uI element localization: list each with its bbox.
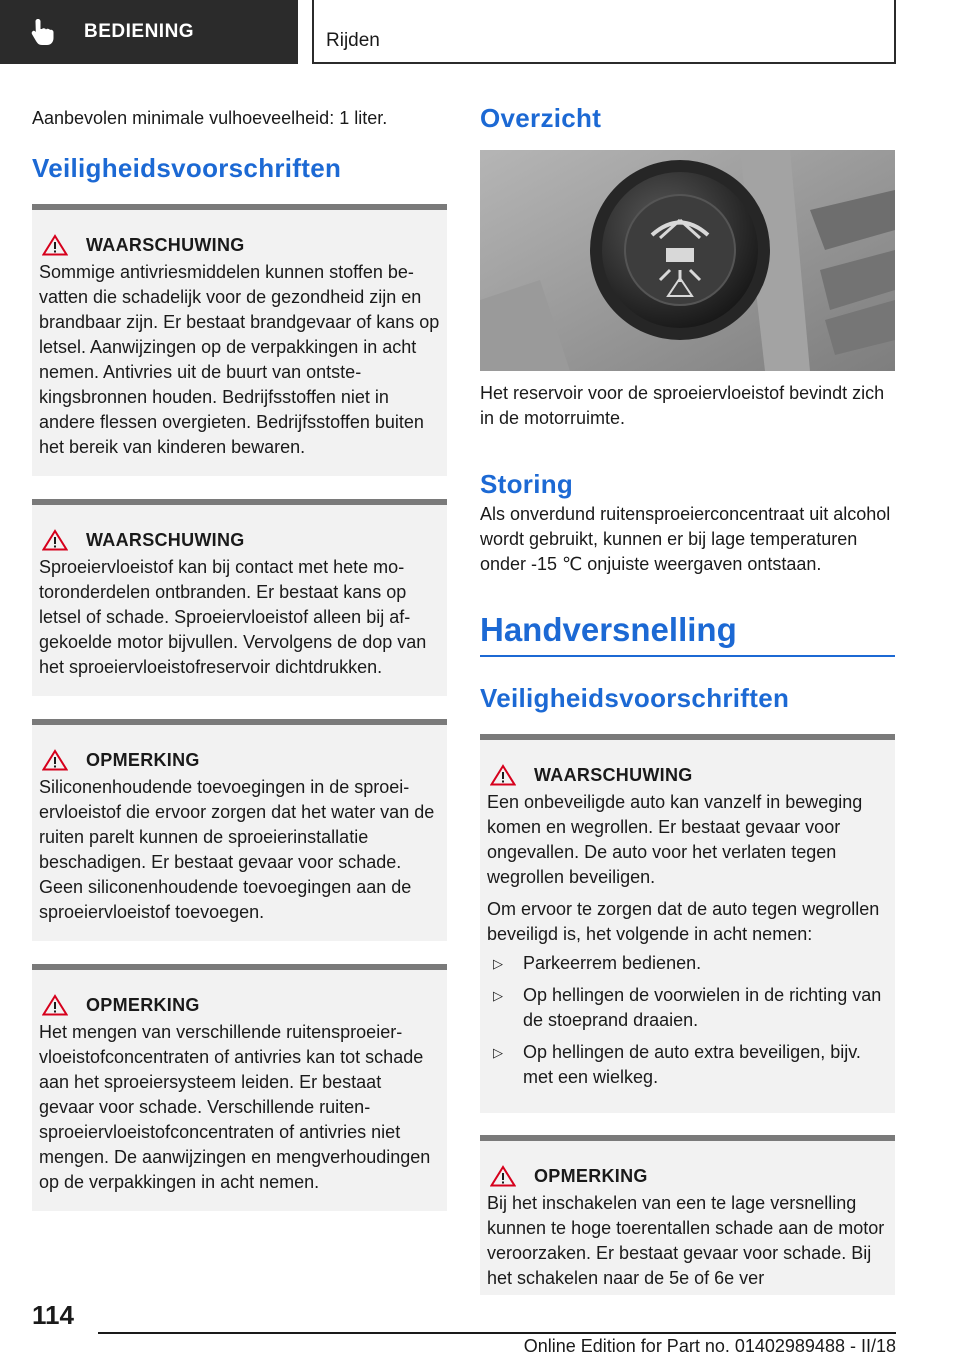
chapter-tab (0, 0, 298, 64)
warning-text: Sommige antivriesmiddelen kunnen stoffen bevatten die schadelijk voor de gezondheid zijn en brandbaar zijn. Er bestaat brandgevaar of kans op letsel. Aanwijzingen op de verpakkingen in acht nemen. Antivries uit de buurt van ontstekingsbronnen houden. Bedrijfsstoffen niet in andere flessen overgieten. Bedrijfsstoffen buiten het bereik van kinderen bewaren. (39, 262, 440, 457)
note-box-2 (32, 964, 447, 1211)
intro-text: Aanbevolen minimale vulhoeveelheid: 1 liter. (32, 108, 388, 128)
right-column (480, 100, 895, 1295)
edition-text: Online Edition for Part no. 01402989488 - II/18 (523, 1336, 896, 1356)
storing-text: Als onverdund ruitensproeierconcentraat uit alcohol wordt gebruikt, kunnen er bij lage temperaturen onder -15 ℃ onjuiste weergaven ontstaan. (480, 504, 891, 574)
storing-heading: Storing (480, 469, 574, 499)
warning-box-1 (32, 204, 447, 476)
list-item: ▷ Op hellingen de auto extra beveiligen, bijv. met een wielkeg. (487, 1040, 889, 1090)
note-title: OPMERKING (534, 1165, 648, 1186)
bullet-list (487, 951, 889, 1090)
chapter-heading: Handversnelling (480, 611, 895, 657)
note-title: OPMERKING (86, 994, 200, 1015)
note-text: Siliconenhoudende toevoegingen in de sproeiervloeistof die ervoor zorgen dat het water van de ruiten parelt kunnen de sproeierinstallatie beschadigen. Er bestaat gevaar voor schade. Geen siliconenhoudende toevoegingen aan de sproeiervloeistof toevoegen. (39, 777, 435, 922)
triangle-bullet-icon: ▷ (493, 988, 503, 1003)
hand-pointer-icon (30, 17, 70, 47)
chapter-label: BEDIENING (84, 21, 195, 42)
warning-title: WAARSCHUWING (86, 234, 245, 255)
warning-triangle-icon (42, 234, 68, 256)
overview-heading: Overzicht (480, 103, 602, 133)
footer-divider (98, 1332, 896, 1334)
warning-triangle-icon (42, 749, 68, 771)
warning-triangle-icon (490, 1165, 516, 1187)
note-box-3 (480, 1135, 895, 1295)
warning-box-3 (480, 734, 895, 1113)
warning-box-2 (32, 499, 447, 696)
warning-triangle-icon (42, 529, 68, 551)
note-text: Het mengen van verschillende ruitensproeiervloeistofconcentraten of antivries kan tot schade aan het sproeiersysteem leiden. Er bestaat gevaar voor schade. Verschillende ruitensproeiervloeistofconcentraten of antivries niet mengen. De aanwijzingen en mengverhoudingen op de verpakkingen in acht nemen. (39, 1022, 431, 1192)
washer-reservoir-cap-photo (480, 150, 895, 371)
warning-text-2: Om ervoor te zorgen dat de auto tegen wegrollen beveiligd is, het volgende in acht nemen: (487, 899, 880, 944)
note-title: OPMERKING (86, 749, 200, 770)
list-item: ▷ Op hellingen de voorwielen in de richting van de stoeprand draaien. (487, 983, 889, 1033)
warning-triangle-icon (490, 764, 516, 786)
page-number: 114 (32, 1300, 74, 1330)
triangle-bullet-icon: ▷ (493, 1045, 503, 1060)
note-text: Bij het inschakelen van een te lage versnelling kunnen te hoge toerentallen schade aan de motor veroorzaken. Er bestaat gevaar voor schade. Bij het schakelen naar de 5e of 6e ver (487, 1193, 885, 1288)
warning-title: WAARSCHUWING (86, 529, 245, 550)
triangle-bullet-icon: ▷ (493, 956, 503, 971)
note-box-1 (32, 719, 447, 941)
warning-text: Sproeiervloeistof kan bij contact met hete motoronderdelen ontbranden. Er bestaat kans op letsel of schade. Sproeiervloeistof alleen bij afgekoelde motor bijvullen. Vervolgens de dop van het sproeiervloeistofreservoir dichtdrukken. (39, 557, 427, 677)
warning-triangle-icon (42, 994, 68, 1016)
list-item: ▷ Parkeerrem bedienen. (487, 951, 889, 976)
warning-title: WAARSCHUWING (534, 764, 693, 785)
section-header (312, 0, 896, 64)
overview-text: Het reservoir voor de sproeiervloeistof bevindt zich in de motorruimte. (480, 383, 885, 428)
safety-heading-left: Veiligheidsvoorschriften (32, 153, 342, 183)
section-label: Rijden (326, 30, 380, 51)
safety-heading-right: Veiligheidsvoorschriften (480, 683, 790, 713)
warning-text: Een onbeveiligde auto kan vanzelf in beweging komen en wegrollen. Er bestaat gevaar voor ongevallen. De auto voor het verlaten tegen wegrollen beveiligen. (487, 792, 863, 887)
left-column (32, 100, 447, 1211)
